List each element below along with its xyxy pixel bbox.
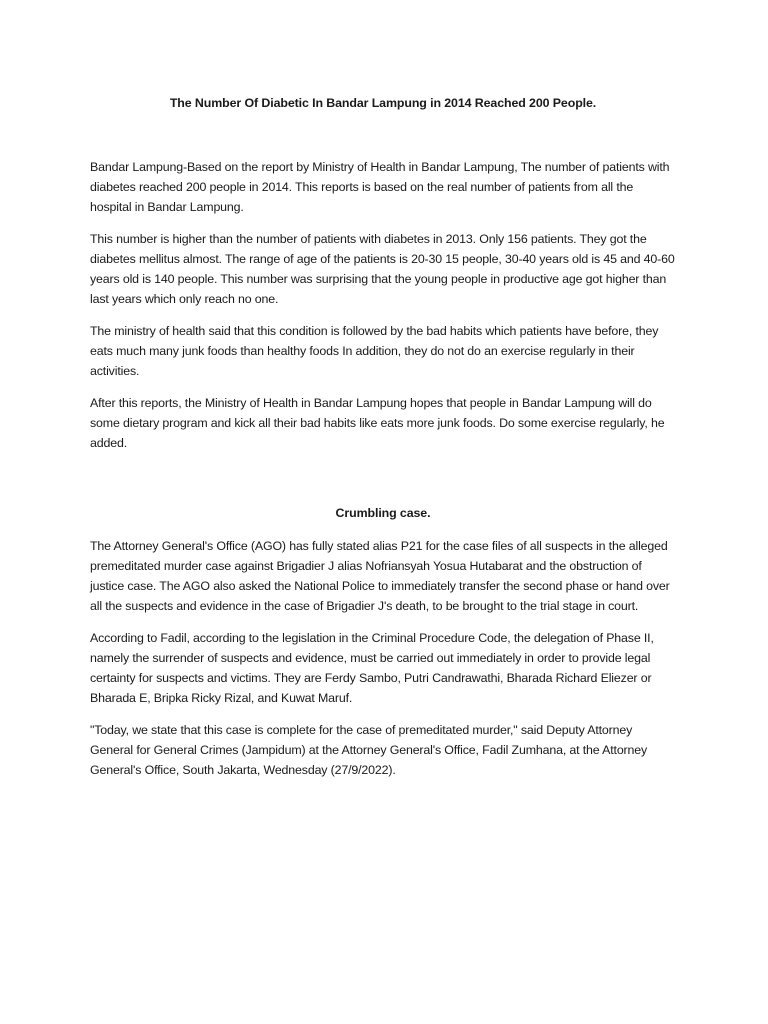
article-paragraph: The ministry of health said that this condition is followed by the bad habits which patients have before, they eats much many junk foods than healthy foods In addition, they do not do an exercise regularly in their activities. [90, 324, 659, 378]
article-title: The Number Of Diabetic In Bandar Lampung in 2014 Reached 200 People. [169, 96, 597, 110]
article-paragraph: "Today, we state that this case is complete for the case of premeditated murder," said Deputy Attorney General for General Crimes (Jampidum) at the Attorney General's Office, Fadil Zumhana, at the Attorney General's Office, South Jakarta, Wednesday (27/9/2022). [90, 723, 648, 777]
article-diabetes [90, 94, 676, 465]
article-paragraph: After this reports, the Ministry of Health in Bandar Lampung hopes that people in Bandar Lampung will do some dietary program and kick all their bad habits like eats more junk foods. Do some exercise regularly, he added. [90, 396, 665, 450]
article-title: Crumbling case. [335, 506, 431, 520]
article-paragraph: Bandar Lampung-Based on the report by Ministry of Health in Bandar Lampung, The number of patients with diabetes reached 200 people in 2014. This reports is based on the real number of patients from all the hospital in Bandar Lampung. [90, 160, 670, 214]
article-paragraph: The Attorney General's Office (AGO) has fully stated alias P21 for the case files of all suspects in the alleged premeditated murder case against Brigadier J alias Nofriansyah Yosua Hutabarat and the obstruction of justice case. The AGO also asked the National Police to immediately transfer the second phase or hand over all the suspects and evidence in the case of Brigadier J's death, to be brought to the trial stage in court. [90, 539, 670, 613]
article-paragraph: According to Fadil, according to the legislation in the Criminal Procedure Code, the delegation of Phase II, namely the surrender of suspects and evidence, must be carried out immediately in order to provide legal certainty for suspects and victims. They are Ferdy Sambo, Putri Candrawathi, Bharada Richard Eliezer or Bharada E, Bripka Ricky Rizal, and Kuwat Maruf. [90, 631, 654, 705]
article-crumbling-case [90, 504, 676, 792]
article-paragraph: This number is higher than the number of patients with diabetes in 2013. Only 156 patients. They got the diabetes mellitus almost. The range of age of the patients is 20-30 15 people, 30-40 years old is 45 and 40-60 years old is 140 people. This number was surprising that the young people in productive age got higher than last years which only reach no one. [90, 232, 675, 306]
